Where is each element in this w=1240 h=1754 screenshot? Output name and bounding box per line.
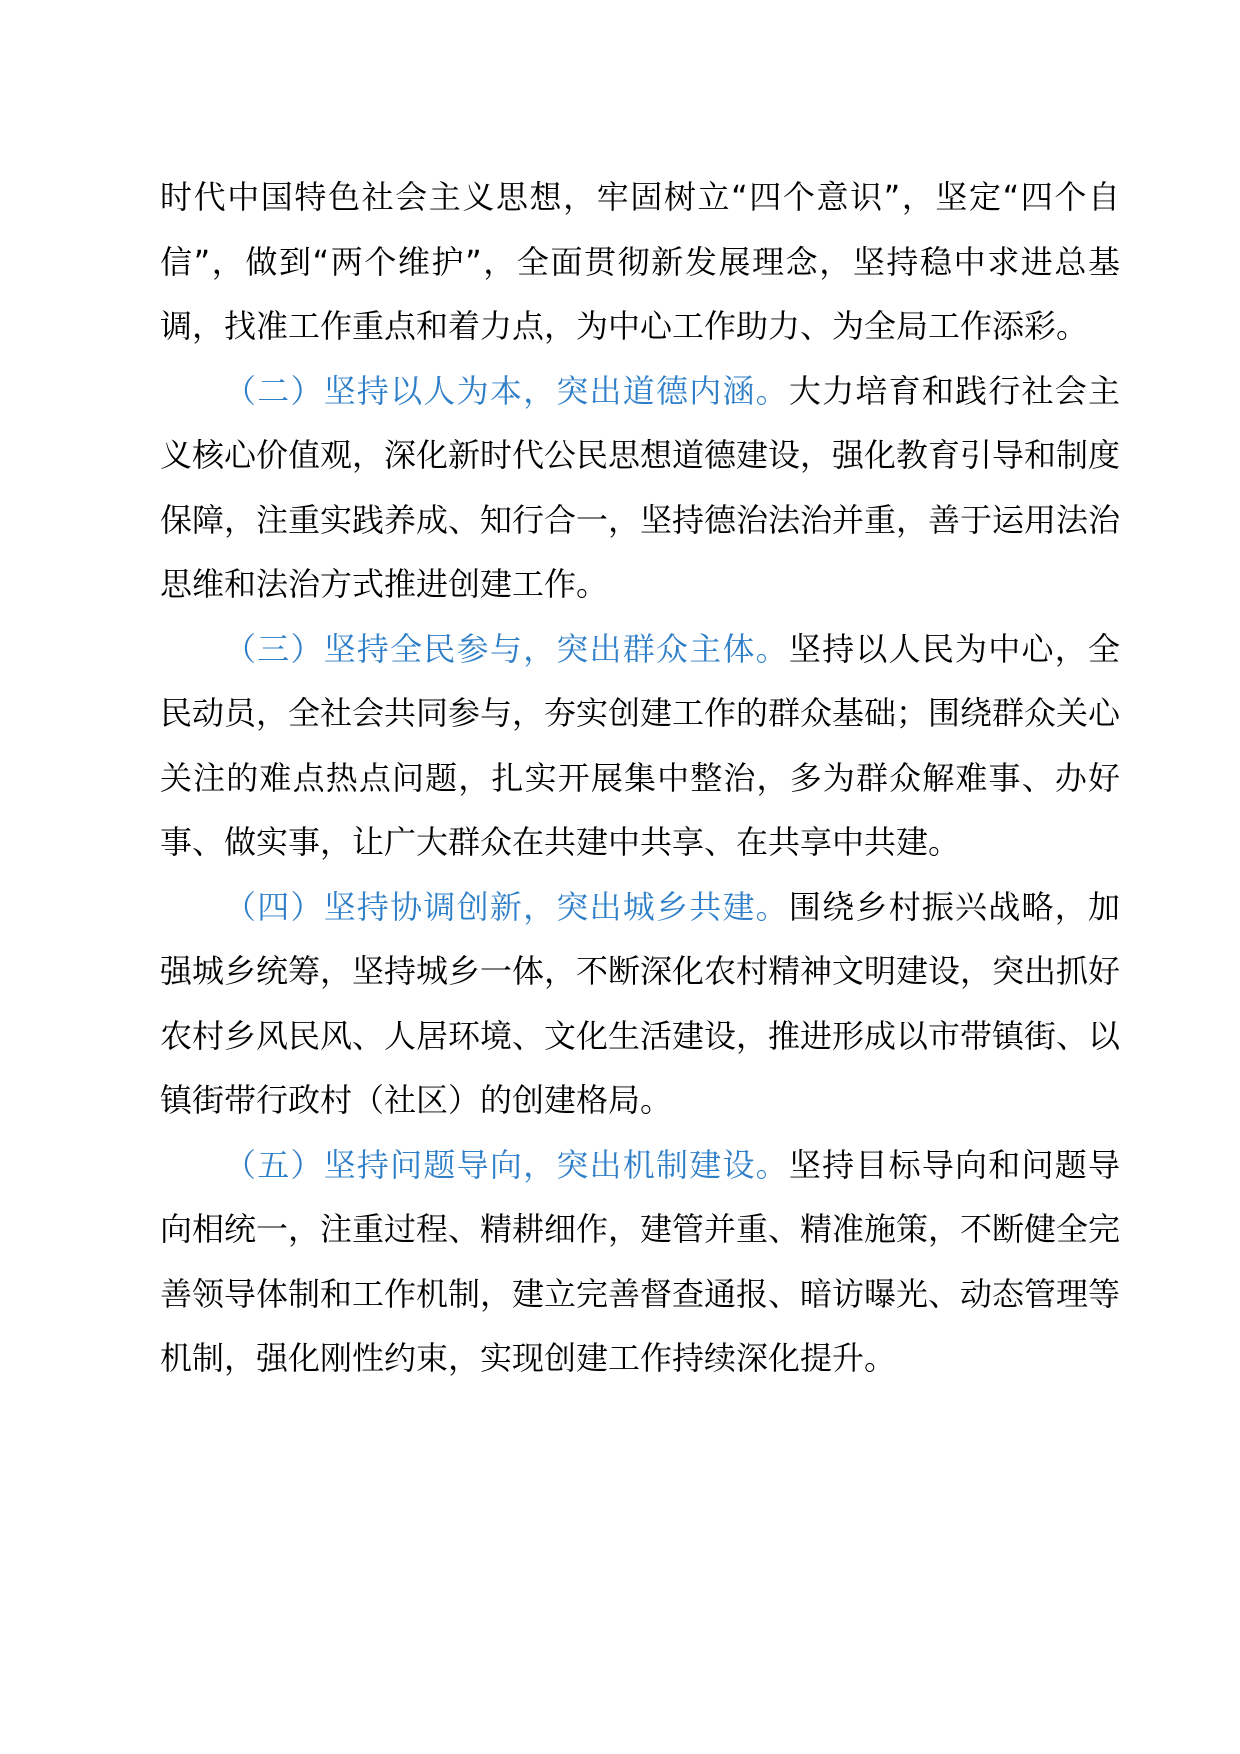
paragraph-section-2 [160,359,1120,617]
paragraph-continuation [160,165,1120,359]
section-heading: （五）坚持问题导向，突出机制建设。 [224,1145,789,1184]
paragraph-body: 大力培育和践行社会主义核心价值观，深化新时代公民思想道德建设，强化教育引导和制度保障，注重实践养成、知行合一，坚持德治法治并重，善于运用法治思维和法治方式推进创建工作。 [160,371,1121,603]
section-heading: （三）坚持全民参与，突出群众主体。 [224,629,789,668]
paragraph-section-5 [160,1133,1120,1391]
paragraph-section-4 [160,875,1120,1133]
document-body [160,165,1120,1391]
section-heading: （四）坚持协调创新，突出城乡共建。 [224,887,789,926]
paragraph-body: 围绕乡村振兴战略，加强城乡统筹，坚持城乡一体，不断深化农村精神文明建设，突出抓好农村乡风民风、人居环境、文化生活建设，推进形成以市带镇街、以镇街带行政村（社区）的创建格局。 [160,887,1121,1119]
section-heading: （二）坚持以人为本，突出道德内涵。 [224,371,789,410]
paragraph-body: 时代中国特色社会主义思想，牢固树立“四个意识”，坚定“四个自信”，做到“两个维护”，全面贯彻新发展理念，坚持稳中求进总基调，找准工作重点和着力点，为中心工作助力、为全局工作添彩。 [160,178,1120,345]
paragraph-body: 坚持目标导向和问题导向相统一，注重过程、精耕细作，建管并重、精准施策，不断健全完善领导体制和工作机制，建立完善督查通报、暗访曝光、动态管理等机制，强化刚性约束，实现创建工作持续深化提升。 [160,1145,1121,1377]
paragraph-body: 坚持以人民为中心，全民动员，全社会共同参与，夯实创建工作的群众基础；围绕群众关心关注的难点热点问题，扎实开展集中整治，多为群众解难事、办好事、做实事，让广大群众在共建中共享、在共享中共建。 [160,629,1121,861]
paragraph-section-3 [160,617,1120,875]
